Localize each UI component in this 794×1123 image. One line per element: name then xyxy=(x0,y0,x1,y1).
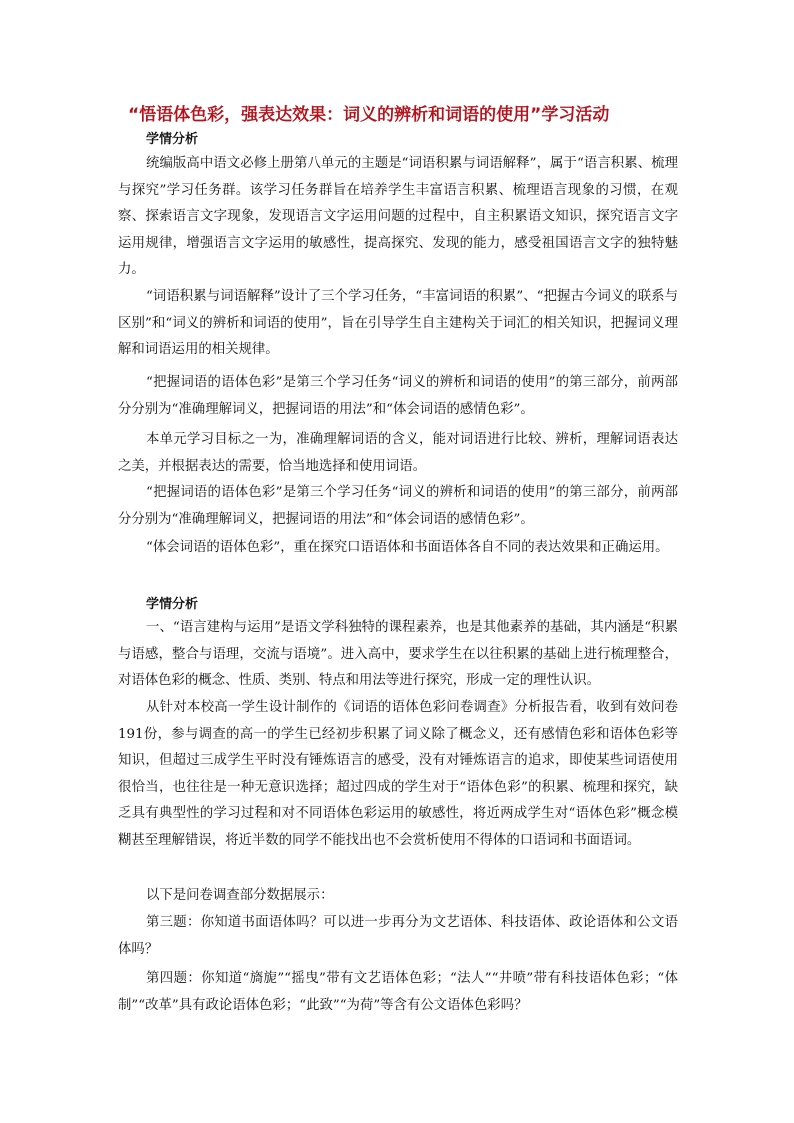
document-title: “悟语体色彩，强表达效果：词义的辨析和词语的使用”学习活动 xyxy=(128,105,610,125)
paragraph-8: 从针对本校高一学生设计制作的《词语的语体色彩问卷调查》分析报告看，收到有效问卷191份，参与调查的高一的学生已经初步积累了词义除了概念义，还有感情色彩和语体色彩等知识，但超过三成学生平时没有锤炼语言的感受，没有对锤炼语言的追求，即使某些词语使用很恰当，也往往是一种无意识选择；超过四成的学生对于“语体色彩”的积累、梳理和探究，缺乏具有典型性的学习过程和对不同语体色彩运用的敏感性，将近两成学生对“语体色彩”概念模糊甚至理解错误，将近半数的同学不能找出也不会赏析使用不得体的口语词和书面语词。 xyxy=(118,700,678,848)
paragraph-10: 第三题：你知道书面语体吗？可以进一步再分为文艺语体、科技语体、政论语体和公文语体吗？ xyxy=(118,915,678,957)
paragraph-2: “词语积累与词语解释”设计了三个学习任务，“丰富词语的积累”、“把握古今词义的联系与区别”和“词义的辨析和词语的使用”，旨在引导学生自主建构关于词汇的相关知识，把握词义理解和词语运用的相关规律。 xyxy=(118,289,678,357)
paragraph-3: “把握词语的语体色彩”是第三个学习任务“词义的辨析和词语的使用”的第三部分，前两部分分别为“准确理解词义，把握词语的用法”和“体会词语的感情色彩”。 xyxy=(118,375,678,417)
paragraph-6: “体会词语的语体色彩”，重在探究口语语体和书面语体各自不同的表达效果和正确运用。 xyxy=(146,540,669,555)
paragraph-1: 统编版高中语文必修上册第八单元的主题是“词语积累与词语解释”，属于“语言积累、梳理与探究”学习任务群。该学习任务群旨在培养学生丰富语言积累、梳理语言现象的习惯，在观察、探索语言文字现象，发现语言文字运用问题的过程中，自主积累语文知识，探究语言文字运用规律，增强语言文字运用的敏感性，提高探究、发现的能力，感受祖国语言文字的独特魅力。 xyxy=(118,156,678,277)
paragraph-11: 第四题：你知道“旖旎”“摇曳”带有文艺语体色彩；“法人”“井喷”带有科技语体色彩；“体制”“改革”具有政论语体色彩；“此致”“为荷”等含有公文语体色彩吗？ xyxy=(118,971,678,1013)
section-heading-2: 学情分析 xyxy=(146,597,199,612)
paragraph-5: “把握词语的语体色彩”是第三个学习任务“词义的辨析和词语的使用”的第三部分，前两部分分别为“准确理解词义，把握词语的用法”和“体会词语的感情色彩”。 xyxy=(118,485,678,527)
paragraph-9: 以下是问卷调查部分数据展示： xyxy=(146,888,334,903)
paragraph-4: 本单元学习目标之一为，准确理解词语的含义，能对词语进行比较、辨析，理解词语表达之美，并根据表达的需要，恰当地选择和使用词语。 xyxy=(118,432,678,474)
section-heading-1: 学情分析 xyxy=(146,132,199,147)
paragraph-7: 一、“语言建构与运用”是语文学科独特的课程素养，也是其他素养的基础，其内涵是“积累与语感，整合与语理，交流与语境”。进入高中，要求学生在以往积累的基础上进行梳理整合，对语体色彩的概念、性质、类别、特点和用法等进行探究，形成一定的理性认识。 xyxy=(118,620,678,688)
